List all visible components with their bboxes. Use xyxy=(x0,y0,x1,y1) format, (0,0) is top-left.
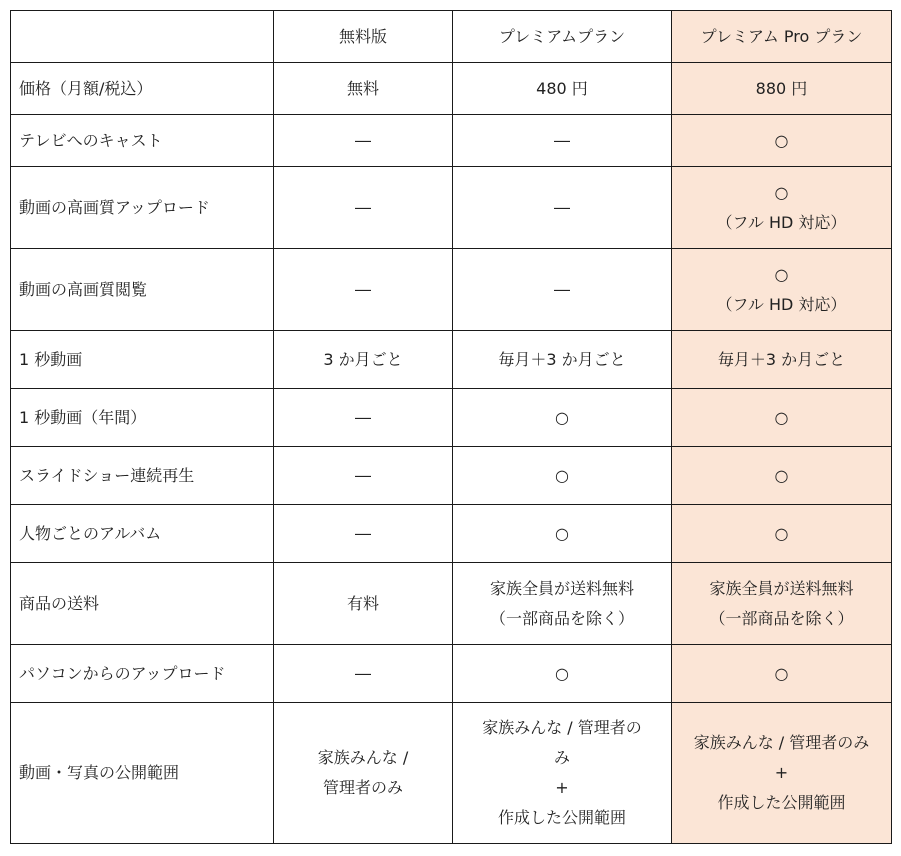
free-value-line: 管理者のみ xyxy=(322,778,403,797)
premium-value-line: （一部商品を除く） xyxy=(489,608,634,628)
premium-value: ○ xyxy=(453,645,672,703)
premium-value-line: み xyxy=(553,748,570,767)
free-value: ― xyxy=(274,115,453,167)
pro-value-note: （フル HD 対応） xyxy=(716,212,847,232)
premium-value: ― xyxy=(453,249,672,331)
pro-value xyxy=(672,563,892,645)
free-value: ― xyxy=(274,167,453,249)
header-row xyxy=(11,11,892,63)
table-row xyxy=(11,249,892,331)
feature-label: パソコンからのアップロード xyxy=(11,645,274,703)
table-row xyxy=(11,447,892,505)
pro-value: 毎月＋3 か月ごと xyxy=(672,331,892,389)
feature-label: 動画の高画質アップロード xyxy=(11,167,274,249)
pro-value-mark: ○ xyxy=(774,264,789,284)
premium-value: ○ xyxy=(453,447,672,505)
feature-label: テレビへのキャスト xyxy=(11,115,274,167)
pro-value-note: （フル HD 対応） xyxy=(716,294,847,314)
premium-value-line: 作成した公開範囲 xyxy=(497,808,626,827)
premium-value: ○ xyxy=(453,505,672,563)
table-row xyxy=(11,563,892,645)
feature-label: 1 秒動画（年間） xyxy=(11,389,274,447)
pro-value-line: 家族全員が送料無料 xyxy=(709,578,854,598)
table-row xyxy=(11,331,892,389)
pro-value: ○ xyxy=(672,645,892,703)
pro-value: ○ xyxy=(672,505,892,563)
pro-value: 880 円 xyxy=(672,63,892,115)
premium-value: ― xyxy=(453,115,672,167)
table-row xyxy=(11,63,892,115)
premium-value: 480 円 xyxy=(453,63,672,115)
pro-value-line: 作成した公開範囲 xyxy=(717,793,846,812)
free-value: ― xyxy=(274,447,453,505)
pro-value-line: 家族みんな / 管理者のみ xyxy=(693,733,870,752)
pro-value-line: （一部商品を除く） xyxy=(709,608,854,628)
premium-value xyxy=(453,563,672,645)
free-value: ― xyxy=(274,249,453,331)
pro-value-line: + xyxy=(774,763,789,782)
pro-value: ○ xyxy=(672,389,892,447)
free-value: 無料 xyxy=(274,63,453,115)
table-row xyxy=(11,505,892,563)
free-value: ― xyxy=(274,389,453,447)
premium-value-line: 家族全員が送料無料 xyxy=(489,578,634,598)
free-value: 3 か月ごと xyxy=(274,331,453,389)
table-row xyxy=(11,167,892,249)
feature-label: 動画・写真の公開範囲 xyxy=(11,703,274,844)
feature-label: 動画の高画質閲覧 xyxy=(11,249,274,331)
feature-label: 人物ごとのアルバム xyxy=(11,505,274,563)
table-row xyxy=(11,115,892,167)
pro-value xyxy=(672,249,892,331)
feature-label: 価格（月額/税込） xyxy=(11,63,274,115)
free-value xyxy=(274,703,453,844)
free-value: ― xyxy=(274,645,453,703)
premium-value-line: 家族みんな / 管理者の xyxy=(482,718,642,737)
header-free-plan: 無料版 xyxy=(274,11,453,63)
plan-comparison-table xyxy=(10,10,892,844)
pro-value: ○ xyxy=(672,447,892,505)
feature-label: 商品の送料 xyxy=(11,563,274,645)
pro-value: ○ xyxy=(672,115,892,167)
feature-label: スライドショー連続再生 xyxy=(11,447,274,505)
premium-value: ― xyxy=(453,167,672,249)
free-value: ― xyxy=(274,505,453,563)
header-blank-cell xyxy=(11,11,274,63)
header-premium-plan: プレミアムプラン xyxy=(453,11,672,63)
pro-value-mark: ○ xyxy=(774,182,789,202)
pro-value xyxy=(672,167,892,249)
header-pro-plan: プレミアム Pro プラン xyxy=(672,11,892,63)
table-row xyxy=(11,389,892,447)
feature-label: 1 秒動画 xyxy=(11,331,274,389)
premium-value xyxy=(453,703,672,844)
premium-value: 毎月＋3 か月ごと xyxy=(453,331,672,389)
premium-value: ○ xyxy=(453,389,672,447)
free-value-line: 家族みんな / xyxy=(317,748,409,767)
pro-value xyxy=(672,703,892,844)
free-value: 有料 xyxy=(274,563,453,645)
premium-value-line: + xyxy=(555,778,569,797)
table-row xyxy=(11,703,892,844)
table-row xyxy=(11,645,892,703)
